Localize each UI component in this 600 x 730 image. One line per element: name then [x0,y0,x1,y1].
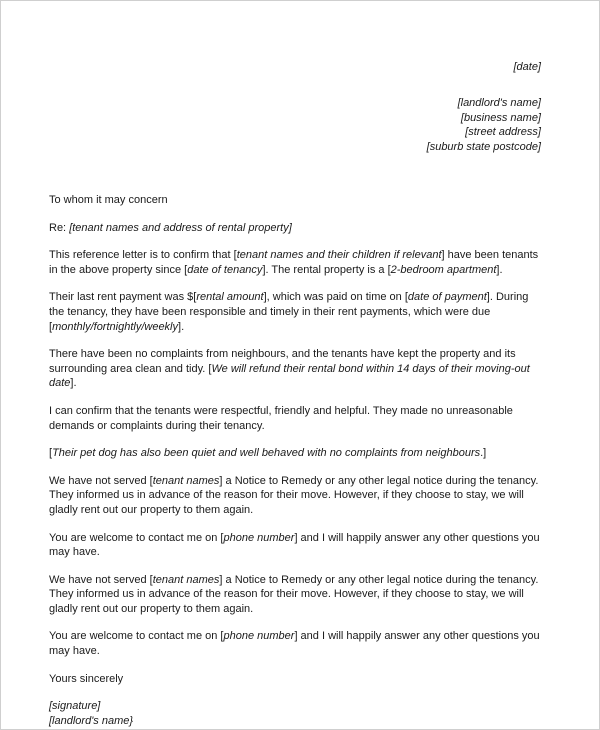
body-paragraphs [49,248,541,658]
body-text: ]. During the tenancy, they have been responsible and timely in their rent payments, which were due [ [49,291,529,333]
letter-content-area [49,1,541,729]
address-line-suburb-state-postcode: [suburb state postcode] [426,140,541,153]
placeholder-text: tenant names [152,573,220,586]
paragraph-notice-to-remedy-1 [49,474,541,518]
body-text: ] have been tenants in the above property since [ [49,249,539,276]
body-text: There have been no complaints from neighbours, and the tenants have kept the property and its surrounding area clean and tidy. [ [49,348,516,375]
paragraph-contact-1 [49,531,541,560]
body-text: You are welcome to contact me on [ [49,531,224,544]
body-text: This reference letter is to confirm that [ [49,249,237,262]
body-text: ] a Notice to Remedy or any other legal notice during the tenancy. They informed us in advance of the reason for their move. However, if they choose to stay, we will gladly rent out our property to them again. [49,474,539,516]
body-text: .] [480,447,487,460]
address-line-street-address: [street address] [465,126,541,138]
body-text: You are welcome to contact me on [ [49,630,224,643]
body-text: I can confirm that the tenants were respectful, friendly and helpful. They made no unreasonable demands or complaints during their tenancy. [49,404,513,432]
placeholder-text: tenant names and their children if relevant [236,249,442,262]
subject-placeholder: [tenant names and address of rental property] [69,221,292,234]
letter-body [49,193,541,728]
paragraph-rent-payment [49,290,541,334]
paragraph-confirm-tenancy [49,248,541,277]
salutation: To whom it may concern [49,194,168,206]
placeholder-text: We will refund their rental bond within 14 days of their moving-out date [49,362,530,390]
signature-placeholder: [signature] [49,700,101,713]
placeholder-text: 2-bedroom apartment [390,263,497,276]
body-text: ]. [178,320,185,333]
paragraph-contact-2 [49,629,541,658]
body-text: [ [49,447,53,460]
placeholder-text: rental amount [196,291,264,304]
recipient-address-block [427,96,541,154]
date-text: [date] [513,61,541,73]
signature-block [49,699,541,728]
body-text: ]. The rental property is a [ [262,263,391,276]
paragraph-respectful [49,404,541,433]
placeholder-text: tenant names [152,474,220,487]
closing-line: Yours sincerely [49,672,124,685]
body-text: ]. [70,377,77,390]
placeholder-text: monthly/fortnightly/weekly [52,320,179,333]
paragraph-notice-to-remedy-2 [49,573,541,617]
subject-prefix: Re: [49,221,70,234]
body-text: We have not served [ [49,573,153,586]
landlord-name-placeholder: [landlord's name} [49,714,134,727]
subject-line [49,221,541,236]
body-text: ]. [496,263,503,276]
placeholder-text: phone number [223,531,295,544]
address-line-business-name: [business name] [460,111,541,124]
paragraph-no-complaints [49,347,541,391]
body-text: ] and I will happily answer any other questions you may have. [49,630,540,658]
body-text: Their last rent payment was $[ [49,291,197,304]
placeholder-text: phone number [223,630,295,643]
body-text: ] a Notice to Remedy or any other legal notice during the tenancy. They informed us in advance of the reason for their move. However, if they choose to stay, we will gladly rent out our property to them again. [49,573,539,615]
address-line-landlord-name: [landlord's name] [457,97,541,109]
body-text: ] and I will happily answer any other questions you may have. [49,531,540,559]
placeholder-text: date of payment [407,291,487,304]
body-text: We have not served [ [49,474,153,487]
date-placeholder [513,60,541,75]
paragraph-pet-dog [49,446,541,461]
body-text: ], which was paid on time on [ [263,291,408,304]
placeholder-text: date of tenancy [187,263,263,276]
placeholder-text: Their pet dog has also been quiet and well behaved with no complaints from neighbours [52,447,481,460]
